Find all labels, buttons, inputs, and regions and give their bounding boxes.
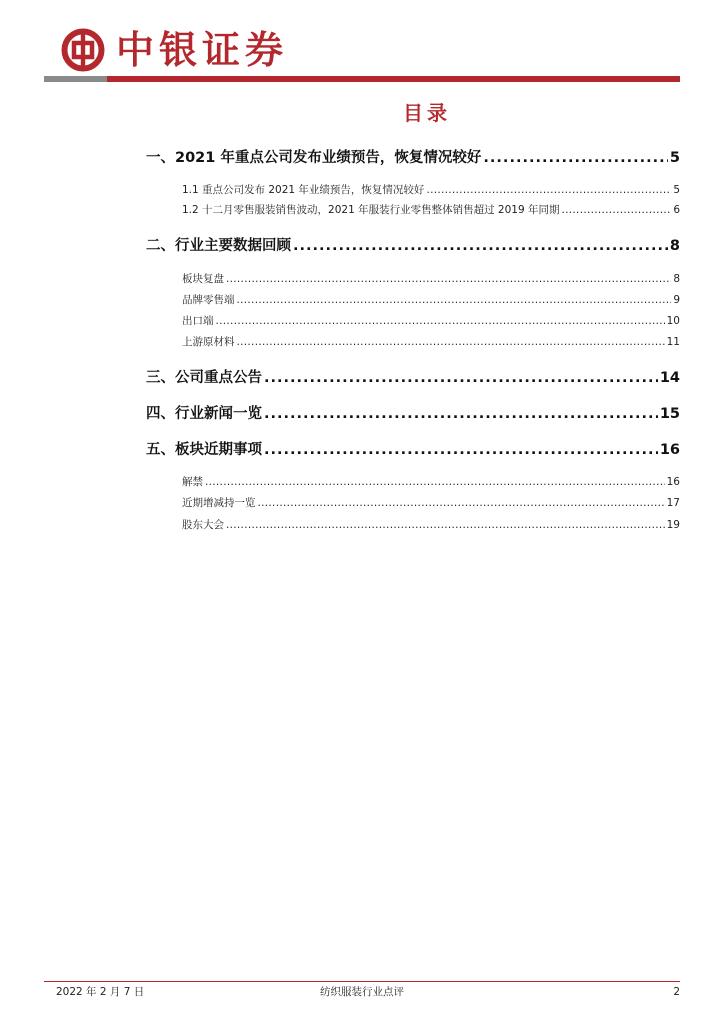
toc-leader-dots — [226, 273, 671, 285]
toc-leader-dots — [483, 150, 668, 166]
bank-of-china-coin-icon — [61, 28, 105, 72]
toc-entry[interactable] — [182, 517, 680, 533]
toc-leader-dots — [226, 519, 665, 531]
page-header — [0, 0, 724, 90]
toc-entry-label: 五、板块近期事项 — [146, 442, 262, 458]
toc-entry-label: 四、行业新闻一览 — [146, 406, 262, 422]
footer-rule — [44, 981, 680, 982]
toc-leader-dots — [237, 336, 665, 348]
toc-entry-page: 17 — [666, 497, 680, 509]
header-rule-grey — [44, 76, 107, 82]
toc-leader-dots — [426, 184, 671, 196]
toc-entry-page: 9 — [673, 294, 680, 306]
toc-entry-label: 近期增减持一览 — [182, 497, 256, 509]
toc-leader-dots — [264, 406, 658, 422]
toc-leader-dots — [264, 442, 658, 458]
toc-entry-page: 14 — [659, 370, 680, 386]
toc-entry-page: 5 — [669, 150, 680, 166]
footer-report-type: 纺织服装行业点评 — [320, 986, 404, 998]
toc-entry[interactable] — [146, 402, 680, 424]
toc-leader-dots — [205, 476, 665, 488]
toc-entry-label: 三、公司重点公告 — [146, 370, 262, 386]
toc-entry[interactable] — [182, 313, 680, 329]
toc-entry-page: 8 — [669, 238, 680, 254]
toc-entry-page: 11 — [666, 336, 680, 348]
toc-entry-page: 16 — [659, 442, 680, 458]
toc-entry[interactable] — [146, 438, 680, 460]
toc-entry-label: 板块复盘 — [182, 273, 224, 285]
toc-entry-page: 8 — [673, 273, 680, 285]
toc-entry-label: 一、2021 年重点公司发布业绩预告，恢复情况较好 — [146, 150, 482, 166]
toc-entry[interactable] — [182, 182, 680, 198]
toc-entry[interactable] — [146, 366, 680, 388]
toc-entry-label: 股东大会 — [182, 519, 224, 531]
toc-entry-label: 品牌零售端 — [182, 294, 235, 306]
toc-entry-label: 1.2 十二月零售服装销售波动，2021 年服装行业零售整体销售超过 2019 年同期 — [182, 204, 560, 216]
toc-entry-label: 1.1 重点公司发布 2021 年业绩预告，恢复情况较好 — [182, 184, 425, 196]
toc-leader-dots — [562, 204, 672, 216]
toc-entry-label: 出口端 — [182, 315, 214, 327]
toc-entry-label: 上游原材料 — [182, 336, 235, 348]
toc-leader-dots — [237, 294, 672, 306]
toc-entry[interactable] — [146, 146, 680, 168]
toc-entry-label: 解禁 — [182, 476, 203, 488]
toc-entry[interactable] — [182, 292, 680, 308]
toc-entry[interactable] — [182, 334, 680, 350]
footer-date: 2022 年 2 月 7 日 — [56, 986, 145, 998]
toc-entry[interactable] — [182, 495, 680, 511]
toc-leader-dots — [216, 315, 665, 327]
toc-entry-page: 5 — [673, 184, 680, 196]
toc-entry[interactable] — [182, 202, 680, 218]
toc-leader-dots — [293, 238, 668, 254]
toc-entry-page: 6 — [673, 204, 680, 216]
toc-entry[interactable] — [182, 271, 680, 287]
toc-entry-page: 10 — [666, 315, 680, 327]
toc-entry-page: 19 — [666, 519, 680, 531]
toc-entry[interactable] — [182, 474, 680, 490]
toc-leader-dots — [258, 497, 665, 509]
toc-entry-page: 16 — [666, 476, 680, 488]
toc-leader-dots — [264, 370, 658, 386]
toc-title: 目录 — [403, 101, 451, 125]
toc-entry[interactable] — [146, 234, 680, 256]
header-rule-red — [107, 76, 680, 82]
toc-entry-page: 15 — [659, 406, 680, 422]
toc-entry-label: 二、行业主要数据回顾 — [146, 238, 291, 254]
footer-page-number: 2 — [673, 986, 680, 998]
brand-name: 中银证券 — [116, 27, 289, 72]
